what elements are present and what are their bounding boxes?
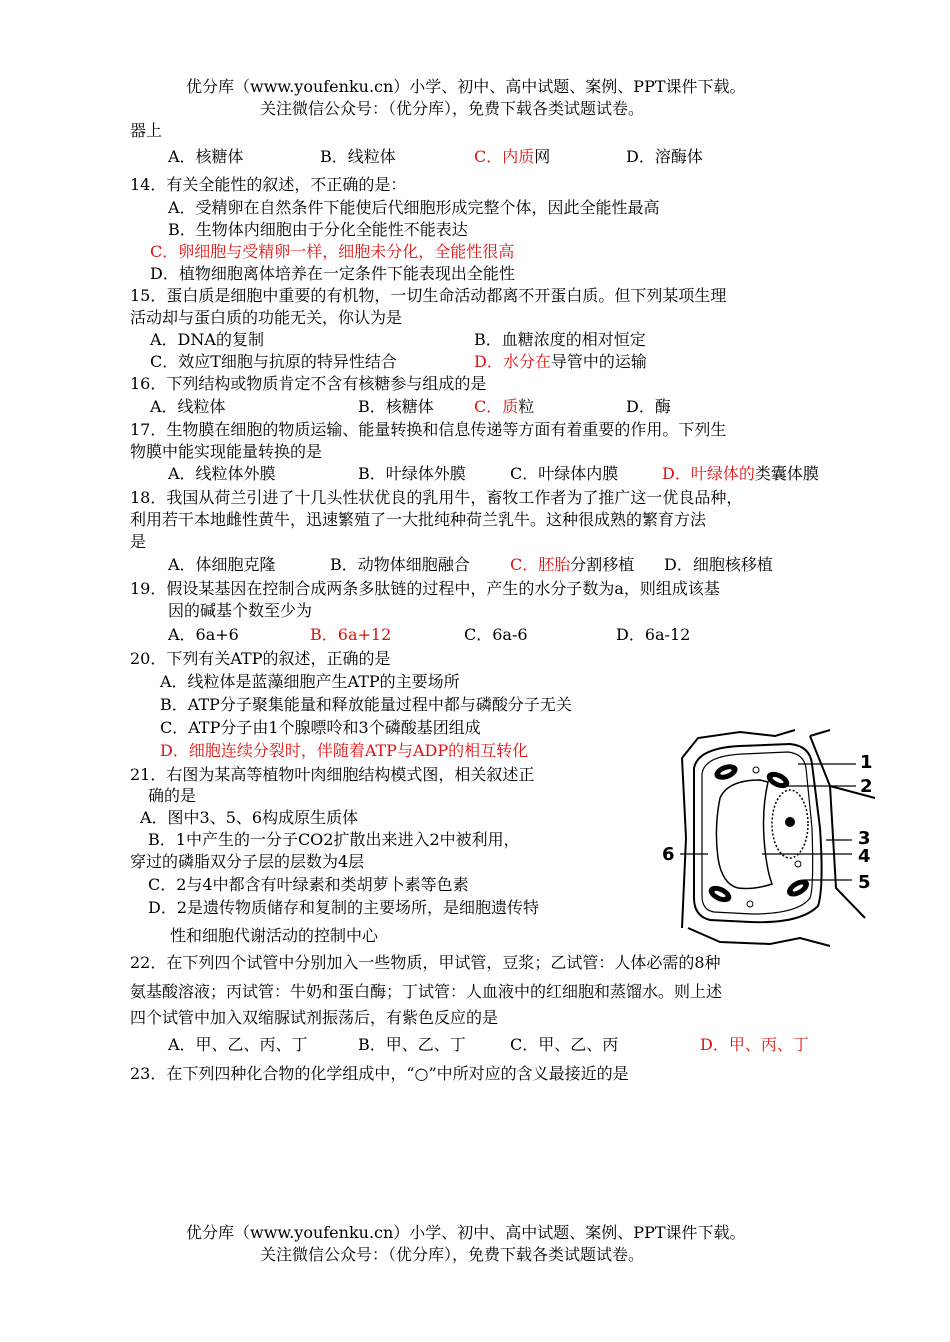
q16-option-a: A．线粒体 xyxy=(150,397,226,416)
q15-answer-highlight: D．水分在 xyxy=(474,352,551,371)
q19-option-a: A．6a+6 xyxy=(168,625,239,644)
q21-option-b-line-1: B．1中产生的一分子CO2扩散出来进入2中被利用， xyxy=(148,830,520,849)
q14-stem: 14．有关全能性的叙述，不正确的是： xyxy=(130,175,407,194)
diagram-label-6: 6 xyxy=(662,844,675,865)
q19-option-b-answer: B．6a+12 xyxy=(310,625,392,644)
q21-stem-line-1: 21．右图为某高等植物叶肉细胞结构模式图，相关叙述正 xyxy=(130,765,535,784)
q17-option-d xyxy=(662,464,819,484)
q13-option-c-rest: 网 xyxy=(534,147,551,166)
q16-option-c xyxy=(474,397,534,417)
q17-option-d-rest: 类囊体膜 xyxy=(754,464,819,483)
q15-option-d-rest: 导管中的运输 xyxy=(550,352,647,371)
q23-stem: 23．在下列四种化合物的化学组成中，“○”中所对应的含义最接近的是 xyxy=(130,1064,629,1083)
q18-answer-highlight: C．胚胎 xyxy=(510,555,571,574)
page-header-line-1: 优分库（www.youfenku.cn）小学、初中、高中试题、案例、PPT课件下载。 xyxy=(186,77,746,96)
q16-option-d: D．酶 xyxy=(626,397,671,416)
q15-option-b: B．血糖浓度的相对恒定 xyxy=(474,330,646,349)
q22-option-c: C．甲、乙、丙 xyxy=(510,1035,619,1054)
page-footer-line-1: 优分库（www.youfenku.cn）小学、初中、高中试题、案例、PPT课件下载。 xyxy=(186,1223,746,1242)
diagram-label-3: 3 xyxy=(858,828,871,849)
q22-option-d-answer: D．甲、丙、丁 xyxy=(700,1035,809,1054)
q22-stem-line-2: 氨基酸溶液；丙试管：牛奶和蛋白酶；丁试管：人血液中的红细胞和蒸馏水。则上述 xyxy=(130,982,723,1001)
diagram-label-2: 2 xyxy=(860,776,873,797)
q18-stem-line-3: 是 xyxy=(130,532,147,551)
q20-stem: 20．下列有关ATP的叙述，正确的是 xyxy=(130,649,391,668)
q17-option-c: C．叶绿体内膜 xyxy=(510,464,619,483)
diagram-label-1: 1 xyxy=(860,752,873,773)
q15-stem-line-1: 15．蛋白质是细胞中重要的有机物，一切生命活动都离不开蛋白质。但下列某项生理 xyxy=(130,286,727,305)
q20-option-b: B．ATP分子聚集能量和释放能量过程中都与磷酸分子无关 xyxy=(160,695,572,714)
q20-option-c: C．ATP分子由1个腺嘌呤和3个磷酸基团组成 xyxy=(160,718,481,737)
q17-stem-line-1: 17．生物膜在细胞的物质运输、能量转换和信息传递等方面有着重要的作用。下列生 xyxy=(130,420,727,439)
q18-option-c-rest: 分割移植 xyxy=(570,555,635,574)
q17-option-a: A．线粒体外膜 xyxy=(168,464,276,483)
q21-option-d-line-2: 性和细胞代谢活动的控制中心 xyxy=(170,926,379,945)
q19-stem-line-1: 19．假设某基因在控制合成两条多肽链的过程中，产生的水分子数为a，则组成该基 xyxy=(130,579,720,598)
q18-option-d: D．细胞核移植 xyxy=(664,555,773,574)
q16-option-c-rest: 粒 xyxy=(518,397,535,416)
q15-option-a: A．DNA的复制 xyxy=(150,330,264,349)
page-header-line-2: 关注微信公众号：（优分库），免费下载各类试题试卷。 xyxy=(260,99,645,118)
q13-answer-highlight: C．内质 xyxy=(474,147,535,166)
q18-option-a: A．体细胞克隆 xyxy=(168,555,276,574)
q14-option-c-answer: C．卵细胞与受精卵一样，细胞未分化，全能性很高 xyxy=(150,242,515,261)
q19-option-c: C．6a-6 xyxy=(464,625,528,644)
q14-option-b: B．生物体内细胞由于分化全能性不能表达 xyxy=(168,220,468,239)
q17-answer-highlight: D．叶绿体的 xyxy=(662,464,755,483)
q13-option-c xyxy=(474,147,550,167)
q18-stem-line-1: 18．我国从荷兰引进了十几头性状优良的乳用牛，畜牧工作者为了推广这一优良品种， xyxy=(130,488,743,507)
q13-option-a: A．核糖体 xyxy=(168,147,244,166)
q20-option-a: A．线粒体是蓝藻细胞产生ATP的主要场所 xyxy=(160,672,460,691)
q21-option-b-line-2: 穿过的磷脂双分子层的层数为4层 xyxy=(130,852,365,871)
q19-option-d: D．6a-12 xyxy=(616,625,691,644)
q21-stem-line-2: 确的是 xyxy=(148,786,197,805)
q17-stem-line-2: 物膜中能实现能量转换的是 xyxy=(130,442,323,461)
q13-option-b: B．线粒体 xyxy=(320,147,396,166)
page-footer-line-2: 关注微信公众号：（优分库），免费下载各类试题试卷。 xyxy=(260,1245,645,1264)
q21-option-c: C．2与4中都含有叶绿素和类胡萝卜素等色素 xyxy=(148,875,469,894)
diagram-label-4: 4 xyxy=(858,846,871,867)
q13-stem-tail: 器上 xyxy=(130,121,163,140)
q22-option-a: A．甲、乙、丙、丁 xyxy=(168,1035,308,1054)
q14-option-d: D．植物细胞离体培养在一定条件下能表现出全能性 xyxy=(150,264,515,283)
q19-stem-line-2: 因的碱基个数至少为 xyxy=(168,601,313,620)
q18-option-b: B．动物体细胞融合 xyxy=(330,555,470,574)
q18-option-c xyxy=(510,555,634,575)
q22-option-b: B．甲、乙、丁 xyxy=(358,1035,466,1054)
diagram-label-5: 5 xyxy=(858,872,871,893)
q22-stem-line-1: 22．在下列四个试管中分别加入一些物质，甲试管，豆浆；乙试管：人体必需的8种 xyxy=(130,953,721,972)
q15-stem-line-2: 活动却与蛋白质的功能无关，你认为是 xyxy=(130,308,403,327)
q16-answer-highlight: C．质 xyxy=(474,397,519,416)
q15-option-c: C．效应T细胞与抗原的特异性结合 xyxy=(150,352,397,371)
q22-stem-line-3: 四个试管中加入双缩脲试剂振荡后，有紫色反应的是 xyxy=(130,1008,499,1027)
q14-option-a: A．受精卵在自然条件下能使后代细胞形成完整个体，因此全能性最高 xyxy=(168,198,660,217)
q18-stem-line-2: 利用若干本地雌性黄牛，迅速繁殖了一大批纯种荷兰乳牛。这种很成熟的繁育方法 xyxy=(130,510,707,529)
q20-option-d-answer: D．细胞连续分裂时，伴随着ATP与ADP的相互转化 xyxy=(160,741,529,760)
q13-option-d: D．溶酶体 xyxy=(626,147,703,166)
q16-option-b: B．核糖体 xyxy=(358,397,434,416)
q15-option-d xyxy=(474,352,647,372)
q17-option-b: B．叶绿体外膜 xyxy=(358,464,466,483)
q21-option-d-line-1: D．2是遗传物质储存和复制的主要场所，是细胞遗传特 xyxy=(148,898,540,917)
plant-cell-diagram xyxy=(662,728,880,948)
q21-option-a: A．图中3、5、6构成原生质体 xyxy=(140,808,359,827)
q16-stem: 16．下列结构或物质肯定不含有核糖参与组成的是 xyxy=(130,374,487,393)
